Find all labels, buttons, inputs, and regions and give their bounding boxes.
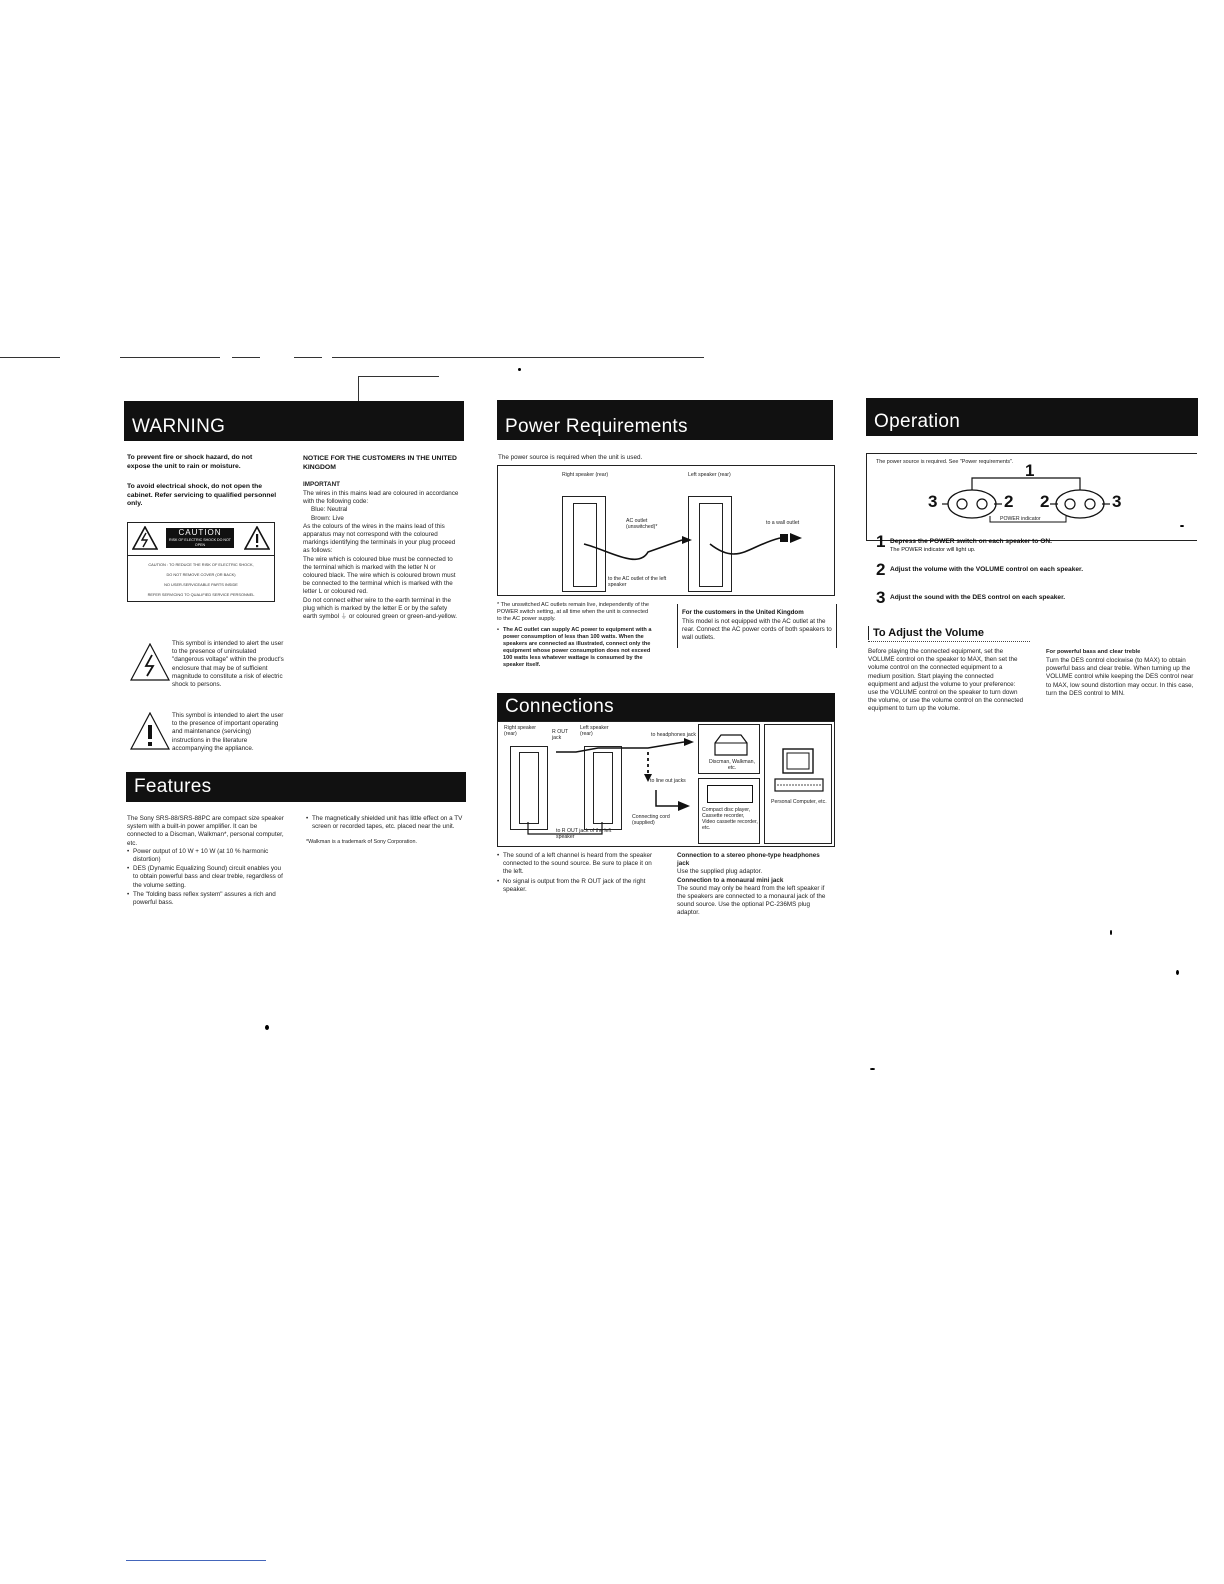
scan-line-bottom (126, 1560, 266, 1561)
power-header: Power Requirements (497, 400, 833, 440)
caution-sub: RISK OF ELECTRIC SHOCK DO NOT OPEN (169, 538, 231, 547)
step-number: 2 (876, 560, 886, 579)
shock-warning: To avoid electrical shock, do not open the cabinet. Refer servicing to qualified personnel only. (127, 483, 277, 508)
bass-treble-text: Turn the DES control clockwise (to MAX) to obtain powerful bass and clear treble. When turning up the VOLUME control while keeping the DES control near to MAX, low sound distortion may occur. In this case, turn the DES control to MIN. (1046, 657, 1194, 697)
connection-cables (498, 722, 834, 846)
symbol-2-text: This symbol is intended to alert the user to the presence of important operating and maintenance (servicing) instructions in the literature accompanying the appliance. (172, 712, 284, 752)
step-subtext: The POWER indicator will light up. (890, 547, 976, 553)
scan-speck (518, 368, 521, 371)
callout-3-left: 3 (928, 492, 938, 511)
trademark-note: *Walkman is a trademark of Sony Corporation. (306, 839, 417, 846)
to-wall-outlet-label: to a wall outlet (766, 520, 800, 526)
connecting-cord-label: Connecting cord (supplied) (632, 814, 670, 826)
adjust-volume-text: Before playing the connected equipment, set the VOLUME control on the speaker to MAX, then set the volume control on the connected equipment to a medium position. Start playing the connected equipment and adjust the volume to your preference: use the VOLUME control on the speaker to turn down the volume, or use the volume control on the connected equipment to turn up the volume. (868, 648, 1024, 713)
lightning-symbol-icon (130, 643, 170, 681)
step-text: Adjust the volume with the VOLUME control on each speaker. (890, 566, 1084, 573)
step-number: 3 (876, 588, 886, 607)
conn-r-out-label: R OUT jack (552, 729, 569, 741)
ac-outlet-label: AC outlet (unswitched)* (626, 518, 658, 530)
feature-item: • The "folding bass reflex system" assures a rich and powerful bass. (127, 891, 287, 907)
uk-important: IMPORTANT (303, 481, 340, 488)
mono-jack-text: The sound may only be heard from the left speaker if the speakers are connected to a monaural jack of the sound source. Use the optional PC-236MS plug adaptor. (677, 884, 826, 917)
adjust-volume-rule (868, 641, 1030, 643)
exclamation-triangle-icon (244, 526, 270, 550)
stereo-jack-text: Use the supplied plug adaptor. (677, 868, 763, 876)
scan-speck (870, 1068, 875, 1070)
scan-speck (265, 1025, 269, 1030)
adjust-volume-title: To Adjust the Volume (868, 626, 988, 640)
scan-bracket (358, 376, 439, 403)
to-headphones-label: to headphones jack (651, 732, 696, 738)
uk-paragraph-1: The wires in this mains lead are coloured in accordance with the following code: (303, 490, 459, 506)
power-diagram (497, 465, 835, 596)
operation-step-2 (876, 562, 1186, 578)
uk-notice-title: NOTICE FOR THE CUSTOMERS IN THE UNITED KINGDOM (303, 455, 457, 471)
callout-2-right: 2 (1040, 492, 1050, 511)
scan-speck (1180, 525, 1184, 527)
features-intro: The Sony SRS-88/SRS-88PC are compact size speaker system with a built-in power amplifier. It can be connected to a Discman, Walkman*, personal computer, etc. (127, 815, 284, 847)
operation-intro: The power source is required. See "Power requirements". (876, 459, 1014, 465)
caution-line-3: NO USER-SERVICEABLE PARTS INSIDE (164, 582, 238, 587)
lightning-triangle-icon (132, 526, 158, 550)
exclamation-symbol-icon (130, 712, 170, 750)
conn-right-speaker-label: Right speaker (rear) (504, 725, 537, 737)
to-r-out-label: to R OUT jack of the left speaker (556, 828, 612, 840)
callout-3-right: 3 (1112, 492, 1122, 511)
power-cords (498, 466, 834, 595)
scan-line (332, 357, 704, 358)
to-line-out-label: to line out jacks (650, 778, 686, 784)
caution-line-4: REFER SERVICING TO QUALIFIED SERVICE PERSONNEL (147, 592, 255, 597)
power-intro: The power source is required when the unit is used. (498, 454, 643, 461)
feature-item: • Power output of 10 W + 10 W (at 10 % harmonic distortion) (127, 848, 287, 864)
connections-header: Connections (497, 693, 835, 721)
connections-diagram (497, 721, 835, 847)
operation-step-1 (876, 534, 1186, 554)
callout-1: 1 (1025, 461, 1035, 480)
conn-left-speaker-label: Left speaker (rear) (580, 725, 609, 737)
power-uk-text: This model is not equipped with the AC outlet at the rear. Connect the AC power cords of both speakers to wall outlets. (682, 618, 832, 642)
uk-brown: Brown: Live (311, 514, 344, 522)
scan-speck (1110, 930, 1112, 935)
power-note-1: * The unswitched AC outlets remain live, independently of the POWER switch setting, at all time when the unit is connected to the AC power supply. (497, 602, 649, 622)
step-text: Depress the POWER switch on each speaker to ON. (890, 538, 1052, 545)
fire-warning: To prevent fire or shock hazard, do not expose the unit to rain or moisture. (127, 454, 253, 470)
symbol-1-text: This symbol is intended to alert the user to the presence of uninsulated "dangerous voltage" within the product's enclosure that may be of sufficient magnitude to constitute a risk of electric shock to persons. (172, 640, 284, 689)
compact-disc-label: Compact disc player, Cassette recorder, Video cassette recorder, etc. (702, 807, 758, 831)
caution-line-2: DO NOT REMOVE COVER (OR BACK) (166, 572, 236, 577)
discman-label: Discman, Walkman, etc. (709, 759, 755, 771)
to-ac-outlet-label: to the AC outlet of the left speaker (608, 576, 667, 588)
scan-line (0, 357, 60, 358)
bass-treble-title: For powerful bass and clear treble (1046, 649, 1141, 655)
uk-paragraph-4: Do not connect either wire to the earth terminal in the plug which is marked by the letter E or by the safety earth symbol ⏚ or coloured green or green-and-yellow. (303, 596, 458, 621)
caution-line-1: CAUTION : TO REDUCE THE RISK OF ELECTRIC SHOCK, (148, 562, 254, 567)
feature-magnetic: • The magnetically shielded unit has little effect on a TV screen or recorded tapes, etc. placed near the unit. (306, 815, 466, 831)
caution-label: CAUTION (178, 528, 222, 537)
scan-line (232, 357, 260, 358)
caution-label-box (127, 522, 275, 602)
power-note-2: • The AC outlet can supply AC power to equipment with a power consumption of less than 100 watts. When the speakers are connected as illustrated, connect only the equipment whose power consumption does not exceed 100 watts less whatever wattage is consumed by the speaker itself. (497, 627, 653, 669)
step-number: 1 (876, 532, 886, 551)
callout-2-left: 2 (1004, 492, 1014, 511)
scan-speck (1176, 970, 1179, 975)
power-indicator-label: POWER indicator (1000, 516, 1041, 522)
step-text: Adjust the sound with the DES control on each speaker. (890, 594, 1066, 601)
features-header: Features (126, 772, 466, 802)
warning-header: WARNING (124, 401, 464, 441)
power-right-speaker-label: Right speaker (rear) (562, 472, 609, 478)
caution-banner (166, 528, 234, 548)
feature-item: • DES (Dynamic Equalizing Sound) circuit enables you to obtain powerful bass and clear treble, regardless of the volume setting. (127, 865, 287, 890)
personal-computer-label: Personal Computer, etc. (771, 799, 827, 805)
scan-line (120, 357, 220, 358)
power-uk-title: For the customers in the United Kingdom (682, 609, 804, 616)
stereo-jack-title: Connection to a stereo phone-type headphones jack (677, 852, 820, 868)
uk-paragraph-3: The wire which is coloured blue must be connected to the terminal which is marked with the letter N or coloured black. The wire which is coloured brown must be connected to the terminal which is marked with the letter L or coloured red. (303, 555, 456, 596)
operation-header: Operation (866, 398, 1198, 436)
caution-divider (128, 555, 274, 556)
uk-blue: Blue: Neutral (311, 506, 348, 514)
scan-line (294, 357, 322, 358)
uk-paragraph-2: As the colours of the wires in the mains lead of this apparatus may not correspond with the coloured markings identifying the terminals in your plug proceed as follows: (303, 522, 456, 555)
connections-note-1: • The sound of a left channel is heard from the speaker connected to the sound source. Be sure to place it on the left. (497, 852, 657, 877)
operation-step-3 (876, 590, 1186, 606)
connections-note-2: • No signal is output from the R OUT jack of the right speaker. (497, 878, 657, 894)
mono-jack-title: Connection to a monaural mini jack (677, 876, 784, 884)
power-left-speaker-label: Left speaker (rear) (688, 472, 731, 478)
features-list (127, 848, 287, 907)
